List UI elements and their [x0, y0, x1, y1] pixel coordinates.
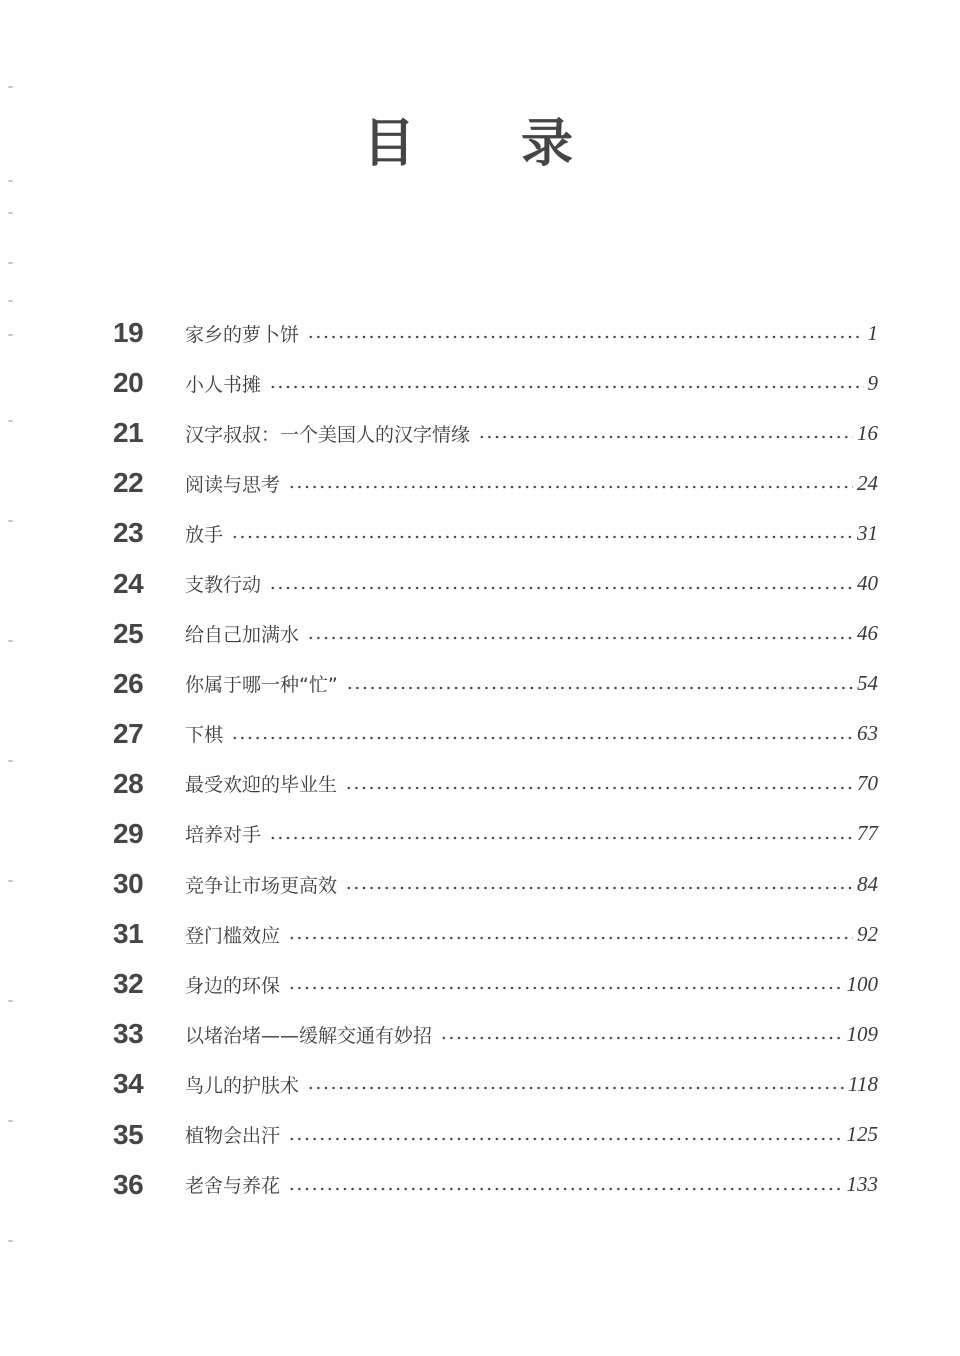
- toc-entry[interactable]: [113, 609, 878, 659]
- toc-entry-page: 1: [867, 320, 878, 345]
- toc-entry-page: 9: [867, 370, 878, 395]
- dot-leader: [345, 886, 853, 890]
- dot-leader: [440, 1036, 842, 1040]
- toc-entry[interactable]: [113, 1160, 878, 1210]
- binding-mark: [8, 760, 13, 762]
- binding-mark: [8, 86, 13, 88]
- toc-entry-page: 40: [857, 571, 878, 596]
- toc-entry-page: 77: [857, 821, 878, 846]
- toc-entry-title: 鸟儿的护肤术: [185, 1074, 300, 1097]
- toc-entry-number: 19: [113, 317, 144, 349]
- dot-leader: [269, 836, 853, 840]
- toc-entry-title: 你属于哪一种“忙”: [185, 674, 338, 697]
- toc-entry-title: 植物会出汗: [185, 1125, 281, 1148]
- toc-entry[interactable]: [113, 709, 878, 759]
- binding-mark: [8, 212, 13, 214]
- toc-entry-page: 24: [857, 470, 878, 495]
- toc-entry-page: 16: [857, 420, 878, 445]
- binding-mark: [8, 300, 13, 302]
- dot-leader: [307, 1086, 844, 1090]
- dot-leader: [478, 435, 853, 439]
- dot-leader: [231, 736, 853, 740]
- dot-leader: [269, 586, 853, 590]
- dot-leader: [231, 535, 853, 539]
- toc-entry[interactable]: [113, 1059, 878, 1109]
- toc-entry-page: 46: [857, 621, 878, 646]
- dot-leader: [269, 385, 863, 389]
- toc-entry-number: 25: [113, 617, 144, 649]
- toc-entry-number: 20: [113, 367, 144, 399]
- toc-entry[interactable]: [113, 308, 878, 358]
- binding-mark: [8, 262, 13, 264]
- table-of-contents: [113, 308, 878, 1210]
- binding-mark: [8, 1240, 13, 1242]
- binding-mark: [8, 640, 13, 642]
- toc-entry[interactable]: [113, 859, 878, 909]
- toc-entry-page: 118: [848, 1071, 878, 1096]
- toc-entry-number: 30: [113, 868, 144, 900]
- toc-entry-number: 31: [113, 918, 144, 950]
- page-title: 目 录: [362, 114, 618, 174]
- toc-entry-page: 100: [846, 971, 878, 996]
- toc-entry-title: 汉字叔叔：一个美国人的汉字情缘: [185, 423, 471, 446]
- toc-entry-title: 家乡的萝卜饼: [185, 323, 300, 346]
- toc-entry-number: 29: [113, 817, 144, 849]
- toc-entry-title: 登门槛效应: [185, 924, 281, 947]
- toc-entry-page: 109: [846, 1021, 878, 1046]
- toc-entry-title: 小人书摊: [185, 373, 262, 396]
- toc-entry-number: 21: [113, 417, 144, 449]
- toc-entry[interactable]: [113, 358, 878, 408]
- dot-leader: [288, 986, 842, 990]
- toc-entry-title: 下棋: [185, 724, 224, 747]
- binding-mark: [8, 520, 13, 522]
- toc-entry-page: 84: [857, 871, 878, 896]
- toc-entry-title: 老舍与养花: [185, 1175, 281, 1198]
- toc-entry-number: 26: [113, 667, 144, 699]
- toc-entry-page: 63: [857, 721, 878, 746]
- toc-entry-number: 24: [113, 567, 144, 599]
- toc-entry-title: 竞争让市场更高效: [185, 874, 338, 897]
- toc-entry-number: 36: [113, 1168, 144, 1200]
- toc-entry-number: 34: [113, 1068, 144, 1100]
- toc-entry[interactable]: [113, 558, 878, 608]
- toc-entry-page: 54: [857, 671, 878, 696]
- toc-entry-number: 22: [113, 467, 144, 499]
- toc-entry-title: 放手: [185, 523, 224, 546]
- dot-leader: [345, 786, 853, 790]
- toc-entry-title: 身边的环保: [185, 974, 281, 997]
- dot-leader: [288, 485, 853, 489]
- binding-mark: [8, 880, 13, 882]
- binding-mark: [8, 1000, 13, 1002]
- toc-entry-number: 28: [113, 767, 144, 799]
- dot-leader: [288, 1137, 842, 1141]
- dot-leader: [307, 335, 863, 339]
- toc-entry[interactable]: [113, 1009, 878, 1059]
- binding-mark: [8, 180, 13, 182]
- toc-entry[interactable]: [113, 809, 878, 859]
- binding-mark: [8, 334, 13, 336]
- toc-entry[interactable]: [113, 909, 878, 959]
- toc-entry-number: 32: [113, 968, 144, 1000]
- dot-leader: [288, 1187, 842, 1191]
- toc-entry-page: 125: [846, 1122, 878, 1147]
- toc-entry-page: 92: [857, 921, 878, 946]
- toc-entry[interactable]: [113, 458, 878, 508]
- dot-leader: [307, 636, 853, 640]
- dot-leader: [288, 936, 853, 940]
- toc-entry-number: 23: [113, 517, 144, 549]
- toc-entry-title: 最受欢迎的毕业生: [185, 774, 338, 797]
- toc-entry[interactable]: [113, 1110, 878, 1160]
- toc-entry-title: 以堵治堵——缓解交通有妙招: [185, 1024, 433, 1047]
- toc-entry-number: 33: [113, 1018, 144, 1050]
- toc-entry[interactable]: [113, 408, 878, 458]
- binding-mark: [8, 1120, 13, 1122]
- toc-entry-page: 133: [846, 1172, 878, 1197]
- toc-entry-number: 27: [113, 717, 144, 749]
- toc-entry[interactable]: [113, 508, 878, 558]
- toc-entry-title: 支教行动: [185, 574, 262, 597]
- toc-entry-title: 给自己加满水: [185, 624, 300, 647]
- toc-entry[interactable]: [113, 659, 878, 709]
- toc-entry-title: 培养对手: [185, 824, 262, 847]
- binding-edge: [0, 0, 26, 1356]
- toc-entry-page: 70: [857, 771, 878, 796]
- dot-leader: [346, 686, 853, 690]
- toc-entry-page: 31: [857, 520, 878, 545]
- toc-entry[interactable]: [113, 959, 878, 1009]
- toc-entry-title: 阅读与思考: [185, 473, 281, 496]
- toc-entry-number: 35: [113, 1118, 144, 1150]
- toc-entry[interactable]: [113, 759, 878, 809]
- binding-mark: [8, 420, 13, 422]
